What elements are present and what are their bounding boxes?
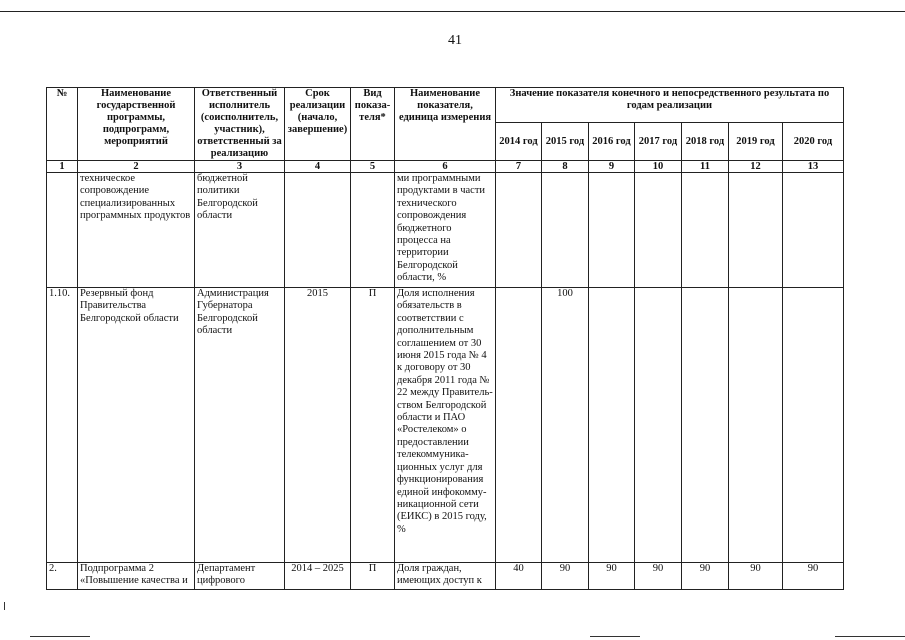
row-no: 1.10. — [47, 288, 78, 563]
column-number-row — [47, 161, 844, 173]
row-value: 100 — [542, 288, 589, 563]
column-number: 3 — [195, 161, 285, 173]
row-value — [496, 173, 542, 288]
row-value: 90 — [783, 563, 844, 590]
column-number: 8 — [542, 161, 589, 173]
scan-mark-bottom-left — [30, 636, 90, 637]
column-number: 5 — [351, 161, 395, 173]
row-value: 90 — [635, 563, 682, 590]
row-value: 40 — [496, 563, 542, 590]
scan-mark-bottom-mid — [590, 636, 640, 637]
table-row — [47, 288, 844, 563]
row-period — [285, 173, 351, 288]
header-values-group: Значение показателя конечного и непосредственного результата по годам реализации — [496, 88, 844, 123]
top-rule — [0, 11, 905, 12]
row-responsible: Администрация Губернатора Белгородской области — [195, 288, 285, 563]
scan-mark-bottom-right — [835, 636, 905, 637]
header-year: 2019 год — [729, 123, 783, 161]
header-year: 2020 год — [783, 123, 844, 161]
header-period: Срок реализации (начало, завершение) — [285, 88, 351, 161]
row-name: Резервный фонд Правительства Белгородской области — [78, 288, 195, 563]
row-indicator: ми программными продуктами в части технического сопровождения бюджетного процесса на территории Белгородской области, % — [395, 173, 496, 288]
column-number: 7 — [496, 161, 542, 173]
row-period: 2014 – 2025 — [285, 563, 351, 590]
table-row — [47, 563, 844, 590]
row-name: Подпрограмма 2 «Повышение качества и — [78, 563, 195, 590]
column-number: 13 — [783, 161, 844, 173]
row-value — [635, 173, 682, 288]
column-number: 10 — [635, 161, 682, 173]
header-row-top — [47, 88, 844, 123]
row-no — [47, 173, 78, 288]
row-indicator: Доля исполнения обязательств в соответствии с дополнительным соглашением от 30 июня 2015 года № 4 к договору от 30 декабря 2011 года № 22 между Правитель-ством Белгородской области и ПАО «Ростелеком» о предоставлении телекоммуника-ционных услуг для функционирования единой инфокомму-никационной сети (ЕИКС) в 2015 году, % — [395, 288, 496, 563]
row-value — [635, 288, 682, 563]
row-value — [682, 173, 729, 288]
row-type — [351, 173, 395, 288]
row-value — [729, 288, 783, 563]
header-indicator-name: Наименование показателя, единица измерения — [395, 88, 496, 161]
header-year: 2016 год — [589, 123, 635, 161]
row-value — [783, 173, 844, 288]
column-number: 12 — [729, 161, 783, 173]
row-value — [783, 288, 844, 563]
row-value — [729, 173, 783, 288]
page-number: 41 — [448, 33, 462, 48]
row-value — [542, 173, 589, 288]
row-period: 2015 — [285, 288, 351, 563]
row-value: 90 — [729, 563, 783, 590]
header-year: 2017 год — [635, 123, 682, 161]
row-value: 90 — [682, 563, 729, 590]
table-row — [47, 173, 844, 288]
column-number: 9 — [589, 161, 635, 173]
header-indicator-type: Вид показа-теля* — [351, 88, 395, 161]
header-responsible: Ответственный исполнитель (соисполнитель, участник), ответственный за реализацию — [195, 88, 285, 161]
header-year: 2015 год — [542, 123, 589, 161]
scan-mark-left — [4, 602, 5, 610]
row-type: П — [351, 563, 395, 590]
column-number: 11 — [682, 161, 729, 173]
column-number: 1 — [47, 161, 78, 173]
row-type: П — [351, 288, 395, 563]
row-responsible: бюджетной политики Белгородской области — [195, 173, 285, 288]
results-table — [46, 87, 844, 590]
row-value — [682, 288, 729, 563]
row-value — [589, 173, 635, 288]
column-number: 6 — [395, 161, 496, 173]
column-number: 2 — [78, 161, 195, 173]
row-responsible: Департамент цифрового — [195, 563, 285, 590]
row-value — [589, 288, 635, 563]
row-value: 90 — [589, 563, 635, 590]
header-year: 2018 год — [682, 123, 729, 161]
row-value: 90 — [542, 563, 589, 590]
header-no: № — [47, 88, 78, 161]
header-name: Наименование государственной программы, подпрограмм, мероприятий — [78, 88, 195, 161]
row-indicator: Доля граждан, имеющих доступ к — [395, 563, 496, 590]
row-value — [496, 288, 542, 563]
column-number: 4 — [285, 161, 351, 173]
row-no: 2. — [47, 563, 78, 590]
header-year: 2014 год — [496, 123, 542, 161]
row-name: техническое сопровождение специализированных программных продуктов — [78, 173, 195, 288]
